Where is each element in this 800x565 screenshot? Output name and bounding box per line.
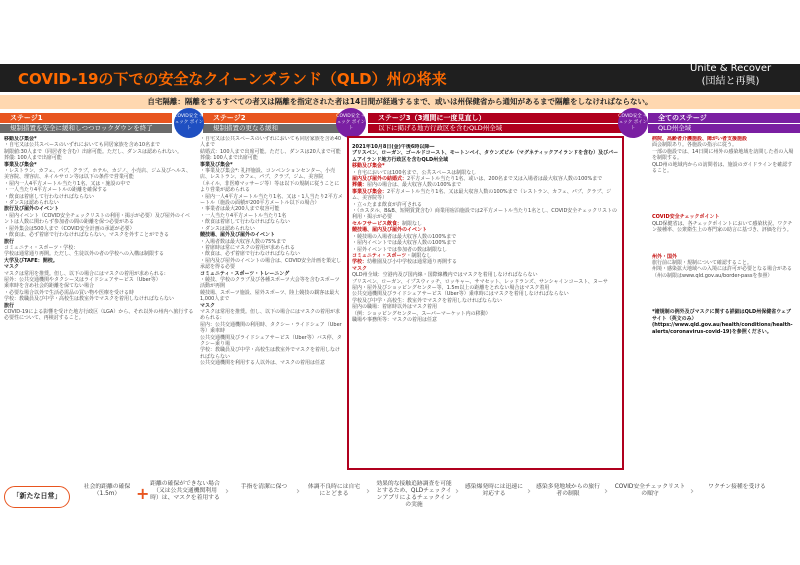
as-line: 州外・国外 旅行前に制限・規制について確認すること。 — [652, 253, 752, 267]
s3-line: 学校及び中学・高校生：教室外でマスクを着用しなければならない — [352, 297, 503, 304]
s2-line: ・事業者は最大200人まで収容可能 — [200, 206, 280, 213]
checkpoint-circle-2 — [336, 108, 366, 138]
s2-line: マスク マスクは常用を推奨。但し、以下の場合にはマスクの着用が求められる: — [200, 302, 341, 322]
stage1-content — [4, 136, 194, 480]
s3-line: セルフサービス飲食：制限なし — [352, 220, 423, 227]
chevron-right-icon: › — [527, 486, 531, 497]
s3-line: 屋内及び屋外の結婚式：2平方メートル当たり1名、或いは、200名まで又は入場者は最大収容人数の100%まで — [352, 176, 603, 183]
s3-line: 葬儀：屋内の場合は、最大収容人数の100%まで — [352, 182, 462, 189]
s1-line: ・ダンスは認められない — [4, 200, 59, 207]
stage1-bar: ステージ1 — [0, 113, 172, 123]
s2-line: 公共交通機関を利用する人以外は、マスクの着用は任意 — [200, 360, 326, 367]
chevron-right-icon: › — [366, 486, 370, 497]
page-title: COVID-19の下での安全なクイーンズランド（QLD）州の将来 — [18, 70, 447, 88]
s2-line: ・飲食は、必ず着席で行わなければならない — [200, 251, 301, 258]
s1-line: ・必要な場合以外で生活必需品の買い物や医療を受ける時 — [4, 289, 135, 296]
s1-line: 旅行及び屋外のイベント ・屋内イベント（COVID安全チェックリストの利用・掲示が必要）及び屋外のイベントは人数に関わらず参加者の間の距離を保つ必要がある — [4, 206, 190, 226]
bottom-step-text: 感染多発地域からの旅行者の制限 — [536, 484, 600, 497]
s3-line: 学校：幼稚園及び小中学校は通常通り再開する — [352, 259, 458, 266]
new-normal-label: 「新たな日常」 — [4, 486, 70, 508]
s1-line: 旅行 COVID-19による影響を受けた地方行政区（LGA）から、それ以外の州内へ旅行する必要性について、再検討すること。 — [4, 302, 194, 322]
isolation-banner: 自宅隔離：隔離をするすべての者又は隔離を指定された者は14日間が経過するまで、或いは州保健省から通知があるまで隔離をしなければならない。 — [0, 95, 800, 109]
stage3-bar: ステージ3（3週間に一度見直し） — [368, 113, 624, 123]
s3-intro-areas: ブリスベン、ローガン、ゴールドコースト、モートンベイ、タウンズビル（マグネティックアイランドを含む）及びパームアイランド地方行政区を含むQLD州全域 — [352, 150, 619, 163]
s2-line: ・自宅又は公共スペースのいずれにおいても同居家族を含め40人まで — [200, 136, 342, 149]
s3-line: 公共交通機関及びライドシェアサービス（Uber等）乗車時にはマスクを着用しなければならない — [352, 291, 569, 298]
bottom-step — [614, 484, 686, 498]
bottom-step-text: 効果的な接触追跡調査を可能とするため、QLDチェックインアプリによるチェックインの実施 — [376, 481, 452, 508]
s3-line: 移動及び集会* ・自宅においては100名まで、公共スペースは制限なし — [352, 163, 477, 176]
s1-line: 大学及びTAFE：開校。 — [4, 257, 58, 264]
allstages-bar: 全てのステージ — [648, 113, 800, 123]
s3-line: 職場や事務所等：マスクの着用は任意 — [352, 316, 438, 323]
s1-line: ・一人当たり4平方メートルの距離を確保する — [4, 187, 108, 194]
stage3-subbar: 以下に掲げる地方行政区を含むQLD州全域 — [368, 124, 624, 133]
chevron-right-icon: › — [296, 486, 300, 497]
s2-line: 事業及び集会* ・事業及び集会*: 礼拝施設、コンベンションセンター、小売店、レストラン、カフェ、パブ、クラブ、ジム、美容院 — [200, 161, 336, 181]
brand-line-2: (団結と再興) — [701, 76, 760, 87]
bottom-step — [236, 484, 292, 491]
s2-line: 競技場、屋外及び屋外のイベント ・入場者数は最大収容人数の75%まで — [200, 232, 287, 245]
bottom-step-text: ワクチン接種を受ける — [708, 484, 766, 490]
s2-line: 葬儀: 100人まで出席可能 — [200, 155, 258, 162]
s3-line: ブリスベン、ローガン、イプスウィッチ、ロッキャー、サマセット、レッドランズ、サンシャインコースト、ヌーサ — [352, 278, 608, 285]
bottom-step — [376, 481, 452, 509]
s1-line: ・屋外集会は500人まで（COVID安全計画の承認が必要） — [4, 225, 135, 232]
s2-line: コミュニティ・スポーツ・トレーニング ・競技、学校のクラブ及び各種スポーツ大会等を含むスポーツ活動が再開 — [200, 270, 340, 290]
s2-line: ・屋内一人4平方メートル当たり1名、又は・1人当たり2平方メートル（施設の面積が200平方メートル以下の場合） — [200, 193, 343, 207]
s3-line: （例：ショッピングセンター、スーパーマーケット内の移動） — [352, 310, 491, 317]
bottom-step-text: 体調不良時には自宅にとどまる — [307, 484, 361, 497]
checkpoint-circle-1 — [174, 108, 204, 138]
s1-line: 乗車時を含め社会的距離を保てない場合 — [4, 283, 95, 290]
as-line: 病院、高齢者介護施設、障がい者支援施設 面会制限あり。各施設の指示に従う。 — [652, 136, 748, 149]
s1-line: 屋外：公共交通機関やタクシー又はライドシェアサービス（Uber等） — [4, 276, 161, 283]
s2-line: 学校：教職員及び中学・高校生は教室外でマスクを着用しなければならない — [200, 347, 341, 360]
chevron-right-icon: › — [690, 486, 694, 497]
s3-line: ・（ホスタル、B&B、短期賃貸含む）商業用宿泊施設では2平方メートル当たり1名とし、COVID安全チェックリストの利用・掲示が必要 — [352, 208, 618, 221]
s2-line: ・一人当たり4平方メートル当たり1名 — [200, 212, 287, 219]
checkpoint-text-2: COVID安全 チェック ポイント — [336, 114, 366, 131]
s1-line: 移動及び集会* ・自宅又は公共スペースのいずれにおいても同居家族を含め10名まで — [4, 136, 161, 149]
bottom-step-text: 社会的距離の確保（1.5m） — [83, 484, 131, 497]
chevron-right-icon: › — [604, 486, 608, 497]
s2-line: ・着席時は常にマスクの着用が求められる — [200, 244, 296, 251]
plus-sign: + — [136, 484, 150, 503]
s1-line: 学校：教職員及び中学・高校生は教室外でマスクを着用しなければならない — [4, 296, 175, 303]
bottom-step — [150, 481, 220, 502]
checkpoint-text-1: COVID安全 チェック ポイント — [174, 114, 204, 131]
stage2-content — [200, 136, 343, 480]
brand-label — [690, 62, 771, 88]
s1-line: ・飲食は、必ず着席で行わなければならない。マスクを外すことができる — [4, 232, 170, 239]
s3-line: 事業及び集会：2平方メートル当たり1名、又は最大収容人数の100%まで（レストラン、カフェ、パブ、クラブ、ジム、美容院等） — [352, 188, 612, 202]
as-line: 一部の施設では、14日間に州外の感染地域を訪問した者の入場を制限する。 — [652, 148, 794, 162]
s3-line: 競技場、屋内及び屋外のイベント ・競技場の入場者は最大収容人数の100%まで — [352, 227, 457, 240]
s3-line: ・屋内イベントでは最大収容人数の100%まで — [352, 240, 457, 247]
bottom-step — [306, 484, 362, 498]
s2-line: （ネイル、非医療マッサージ等）等は以下の規制に従うことにより営業が認められる — [200, 180, 340, 194]
footnote: *諸規制の例外及びマスクに関する詳細はQLD州保健省ウェブサイト（英文のみ）(https://www.qld.gov.au/health/conditions/health-alerts/coronavirus-covid-19)を参照ください。 — [652, 309, 793, 335]
bottom-step-text: 距離の確保ができない場合（又は公共交通機関利用時）は、マスクを着用する — [150, 481, 220, 501]
bottom-step — [536, 484, 600, 498]
stage2-bar: ステージ2 — [203, 113, 343, 123]
s3-line: ・屋外イベントでは参加者の数は制限なし — [352, 246, 448, 253]
s3-line: コミュニティ・スポーツ・制限なし — [352, 252, 432, 259]
s3-line: マスク QLD州全域：空港内及び国内線・国際線機内ではマスクを着用しなければならない — [352, 265, 538, 279]
s1-line: 旅行 コミュニティ・スポーツ・学校： — [4, 238, 79, 251]
s2-line: ・屋内及び屋外のイベントの場合は、COVID安全計画を策定し承認を得る必要 — [200, 257, 342, 271]
chevron-right-icon: › — [225, 486, 229, 497]
stage1-subbar: 規制措置を安全に緩和しつつロックダウンを終了 — [0, 124, 172, 133]
as-line: 州境・感染拡大地域への入境には許可が必要となる場合がある（州の制限はwww.qld.gov.au/border-passを参照） — [652, 266, 793, 279]
bottom-step-text: COVID安全チェックリストの順守 — [614, 484, 686, 497]
s1-line: 学校は通常通り再開。ただし、生徒以外の者の学校への入構は制限する — [4, 251, 165, 258]
bottom-step-text: 感染爆発時には迅速に対応する — [465, 484, 523, 497]
s1-line: 制限値:30人まで（同居者を含む）出席可能。ただし、ダンスは認められない。 — [4, 148, 182, 155]
s1-line: 事業及び集会* ・レストラン、カフェ、パブ、クラブ、ホテル、カジノ、小売店、ジム及びヘルス、美容院、理容店、ネイルサロン等は以下の条件で営業可能 — [4, 161, 191, 181]
s2-line: ・飲食は着席して行わなければならない — [200, 219, 291, 226]
bottom-step-text: 手指を清潔に保つ — [240, 484, 288, 490]
s2-line: 公共交通機関及びライドシェアサービス（Uber等）バス停、タクシー乗り場 — [200, 334, 342, 347]
bottom-step — [702, 484, 772, 491]
chevron-right-icon: › — [455, 486, 459, 497]
s2-line: 競技場、スポーツ施設、屋外スポーツ、陸上競技の観客は最大1,000人まで — [200, 289, 340, 303]
s3-line: 屋内・屋外及びショッピングセンター等、1.5m以上の距離をとれない場合はマスク着用 — [352, 284, 550, 291]
allstages-subbar: QLD州全域 — [648, 124, 800, 133]
s2-line: ・ダンスは認められない — [200, 225, 255, 232]
s3-line: ・立ったまま飲食が許可される — [352, 201, 423, 208]
checkpoint-circle-3 — [618, 108, 648, 138]
bottom-step — [464, 484, 524, 498]
s3-line: 屋内の職場：着席時以外はマスク着用 — [352, 304, 438, 311]
bottom-step — [80, 484, 134, 498]
s2-line: 屋内：公共交通機関の利用時、タクシー・ライドシェア（Uber等）乗車時 — [200, 321, 342, 335]
stage3-content — [352, 144, 620, 466]
as-line: QLD州の地域内からの訪問者は、施設のガイドラインを確認すること。 — [652, 161, 793, 175]
stage2-subbar: 規制措置の更なる緩和 — [203, 124, 343, 133]
brand-line-1: Unite & Recover — [690, 63, 772, 74]
allstages-content — [652, 136, 796, 476]
s1-line: マスク マスクは常用を推奨。但し、以下の場合にはマスクの着用が求められる: — [4, 264, 166, 277]
as-line: COVID安全チェックポイント QLD保健省は、各チェックポイントにおいて感染状況、ワクチン接種率、公衆衛生上の専門家の助言に基づき、評価を行う。 — [652, 214, 793, 234]
s3-intro-date: 2021年10月8日(金)午後6時以降― — [352, 144, 435, 150]
s1-line: ・屋内一人4平方メートル当たり1名、又は・施設の中で — [4, 180, 131, 187]
s1-line: 葬儀: 100人まで出席可能 — [4, 155, 62, 162]
s2-line: 結婚式：100人まで出席可能。ただし、ダンスは20人まで可能 — [200, 148, 341, 155]
s1-line: ・飲食は着席して行わなければならない — [4, 193, 95, 200]
checkpoint-text-3: COVID安全 チェック ポイント — [618, 114, 648, 131]
